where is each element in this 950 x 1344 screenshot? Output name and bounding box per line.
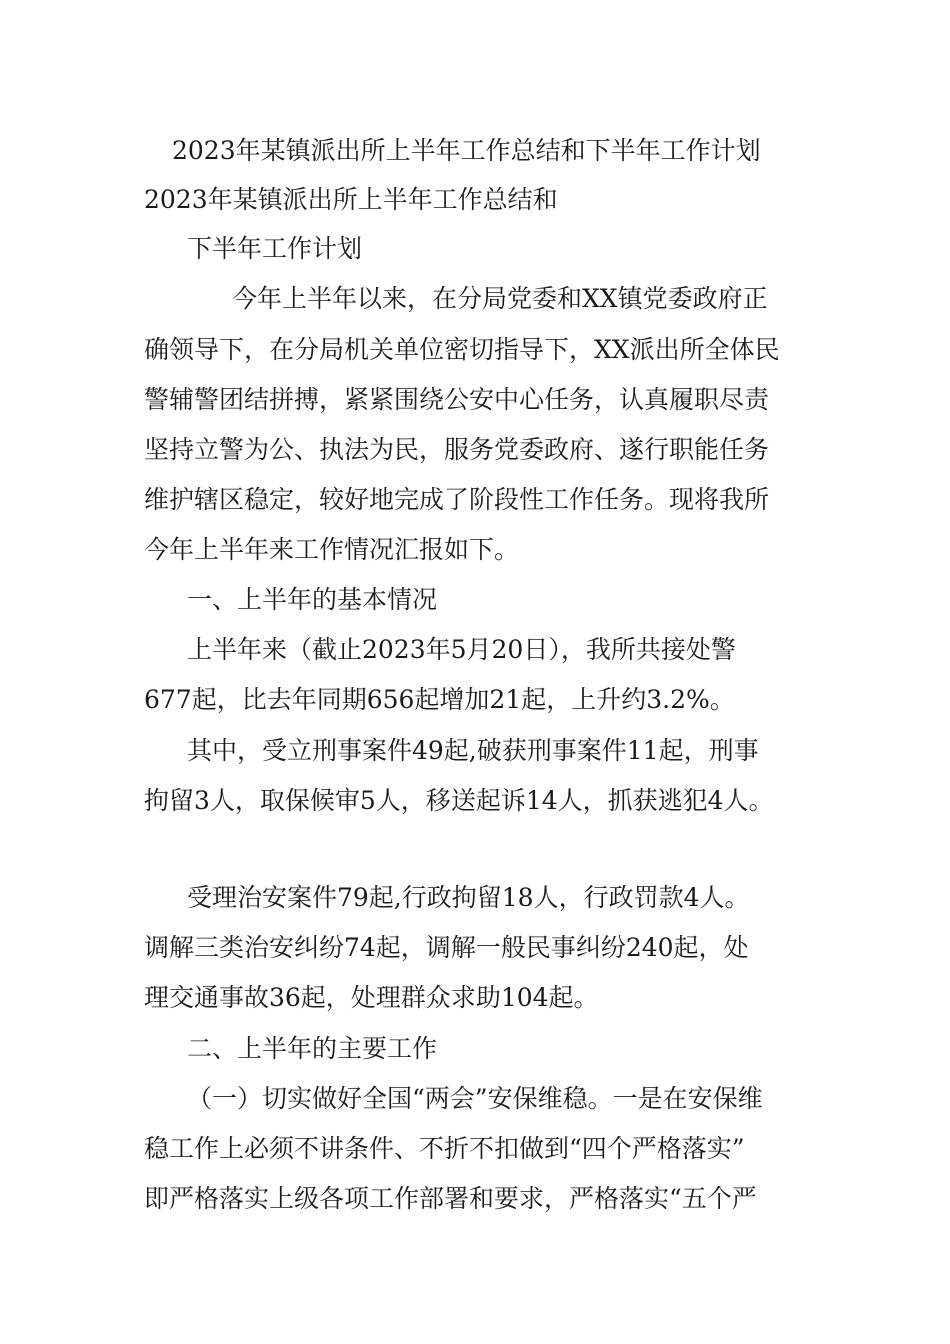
document-subtitle-line-2: 下半年工作计划 <box>187 234 363 263</box>
document-title: 2023年某镇派出所上半年工作总结和下半年工作计划 <box>172 136 761 165</box>
intro-line: 今年上半年以来，在分局党委和XX镇党委政府正 <box>232 284 768 313</box>
intro-line: 确领导下，在分局机关单位密切指导下，XX派出所全体民 <box>144 335 780 364</box>
intro-line: 坚持立警为公、执法为民，服务党委政府、遂行职能任务 <box>144 435 770 464</box>
section-1-paragraph-line: 理交通事故36起，处理群众求助104起。 <box>144 983 599 1012</box>
section-1-paragraph-line: 调解三类治安纠纷74起，调解一般民事纠纷240起，处 <box>144 933 749 962</box>
section-2-paragraph-line: 即严格落实上级各项工作部署和要求，严格落实“五个严 <box>144 1184 757 1213</box>
intro-line: 今年上半年来工作情况汇报如下。 <box>144 535 520 564</box>
section-1-heading: 一、上半年的基本情况 <box>187 585 438 614</box>
section-1-paragraph-line: 拘留3人，取保候审5人，移送起诉14人，抓获逃犯4人。 <box>144 786 774 815</box>
document-subtitle-line-1: 2023年某镇派出所上半年工作总结和 <box>144 185 558 214</box>
section-1-paragraph-line: 受理治安案件79起,行政拘留18人，行政罚款4人。 <box>187 883 750 912</box>
section-1-paragraph-line: 其中，受立刑事案件49起,破获刑事案件11起，刑事 <box>187 736 759 765</box>
section-2-paragraph-line: （一）切实做好全国“两会”安保维稳。一是在安保维 <box>187 1084 763 1113</box>
section-2-heading: 二、上半年的主要工作 <box>187 1034 438 1063</box>
intro-line: 维护辖区稳定，较好地完成了阶段性工作任务。现将我所 <box>144 485 770 514</box>
section-1-paragraph-line: 上半年来（截止2023年5月20日），我所共接处警 <box>187 635 736 664</box>
section-2-paragraph-line: 稳工作上必须不讲条件、不折不扣做到“四个严格落实” <box>144 1134 745 1163</box>
section-1-paragraph-line: 677起，比去年同期656起增加21起，上升约3.2%。 <box>144 685 735 714</box>
intro-line: 警辅警团结拼搏，紧紧围绕公安中心任务，认真履职尽责 <box>144 385 770 414</box>
